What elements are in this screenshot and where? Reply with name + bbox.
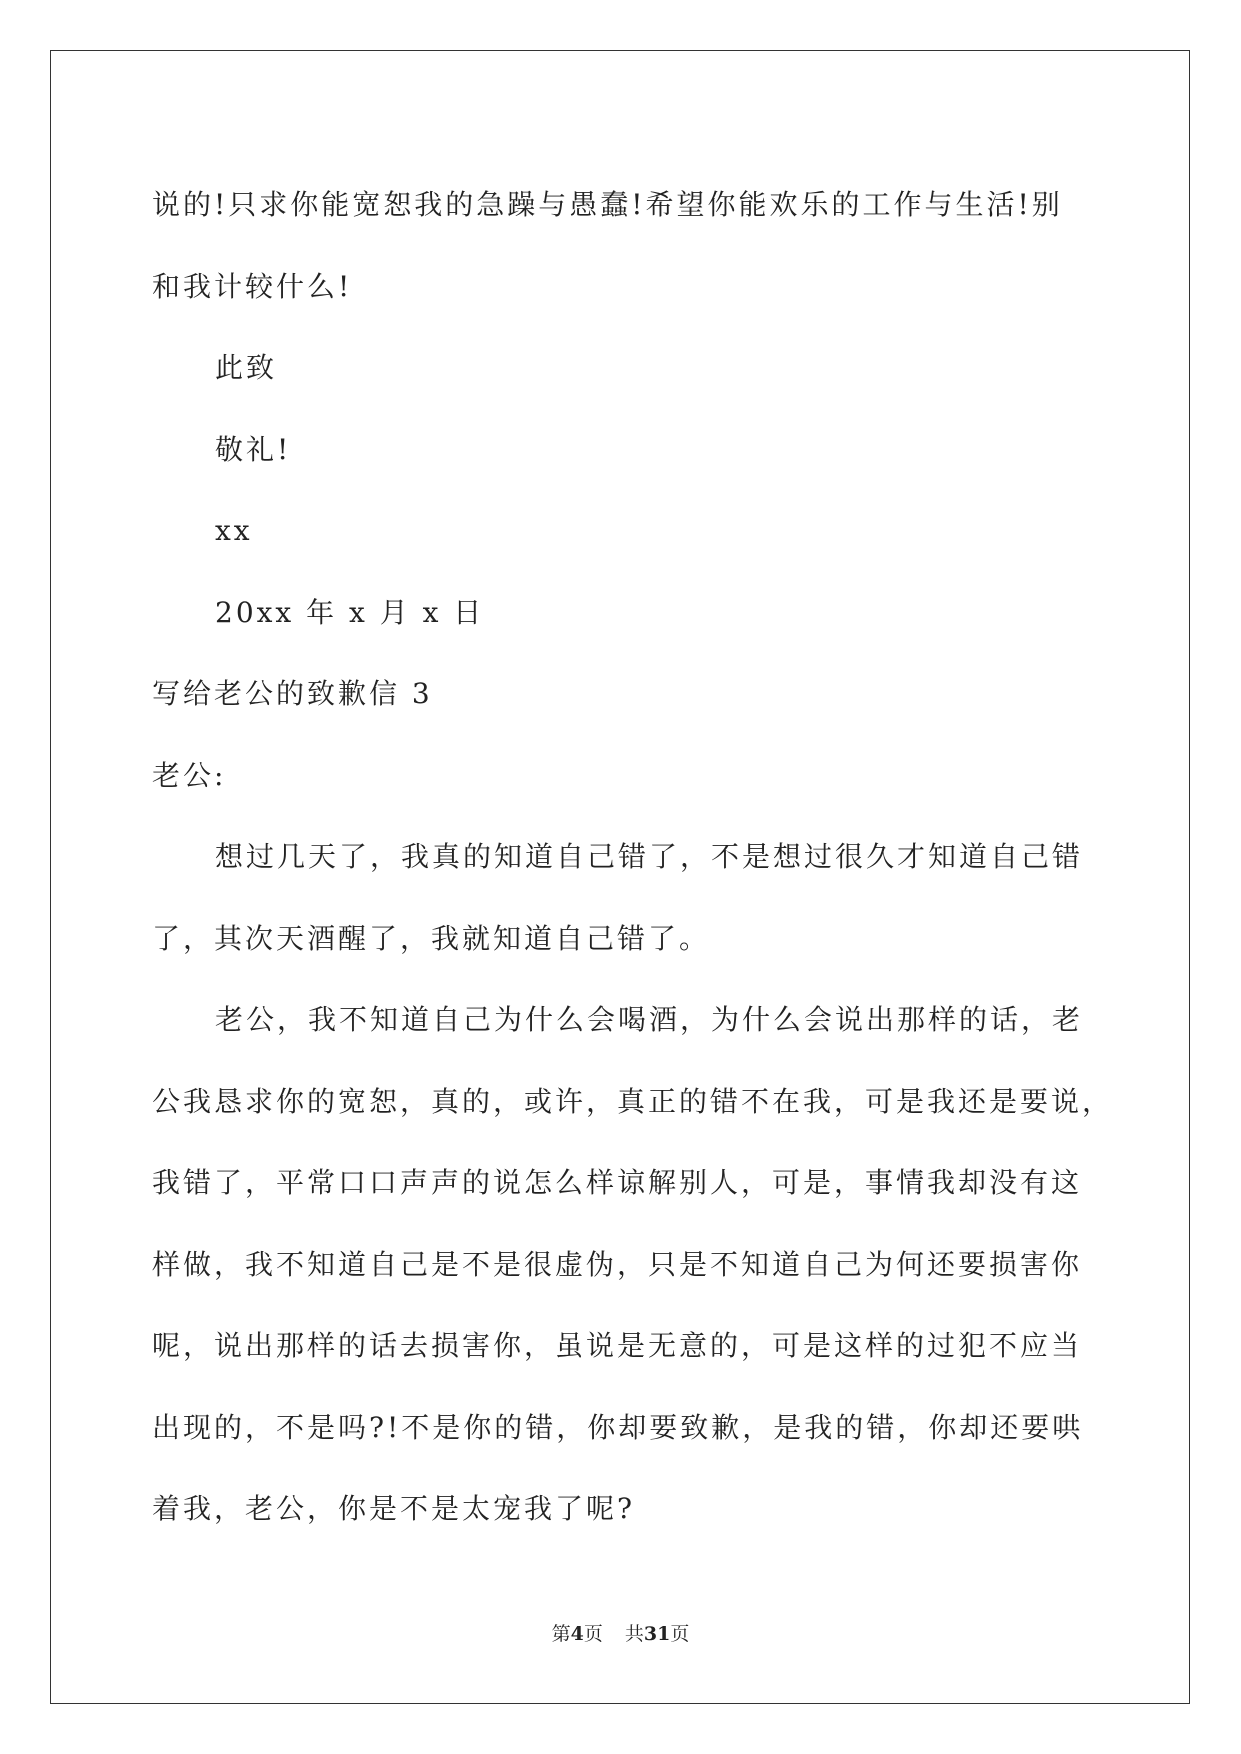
page-total: 31: [643, 1623, 671, 1645]
signature-date: 20xx 年 x 月 x 日: [215, 595, 485, 629]
closing-regards: 敬礼!: [215, 432, 292, 466]
text-line: 想过几天了，我真的知道自己错了，不是想过很久才知道自己错: [215, 840, 1084, 873]
text-line: 着我，老公，你是不是太宠我了呢?: [152, 1492, 636, 1525]
text-line: 老公，我不知道自己为什么会喝酒，为什么会说出那样的话，老: [215, 1003, 1084, 1036]
text-line: 和我计较什么!: [152, 269, 353, 303]
page-prefix: 第: [551, 1623, 571, 1645]
total-prefix: 共: [624, 1623, 644, 1645]
section-title: 写给老公的致歉信 3: [152, 677, 433, 710]
text-line: 公我恳求你的宽恕，真的，或许，真正的错不在我，可是我还是要说，: [152, 1084, 1114, 1118]
document-body: [152, 164, 1114, 1550]
page-footer: [0, 1619, 1241, 1646]
closing-salutation: 此致: [215, 351, 278, 384]
text-line: 样做，我不知道自己是不是很虚伪，只是不知道自己为何还要损害你: [152, 1247, 1083, 1281]
total-suffix: 页: [670, 1623, 690, 1645]
text-line: 了，其次天酒醒了，我就知道自己错了。: [152, 921, 711, 955]
signature-name: xx: [215, 514, 253, 547]
text-line: 我错了，平常口口声声的说怎么样谅解别人，可是，事情我却没有这: [152, 1166, 1083, 1199]
page-suffix: 页: [583, 1623, 603, 1645]
text-line: 出现的，不是吗?!不是你的错，你却要致歉，是我的错，你却还要哄: [152, 1410, 1084, 1444]
letter-greeting: 老公:: [152, 758, 227, 792]
text-line: 说的!只求你能宽恕我的急躁与愚蠢!希望你能欢乐的工作与生活!别: [152, 188, 1063, 221]
text-line: 呢，说出那样的话去损害你，虽说是无意的，可是这样的过犯不应当: [152, 1329, 1083, 1362]
page-current: 4: [570, 1623, 584, 1645]
